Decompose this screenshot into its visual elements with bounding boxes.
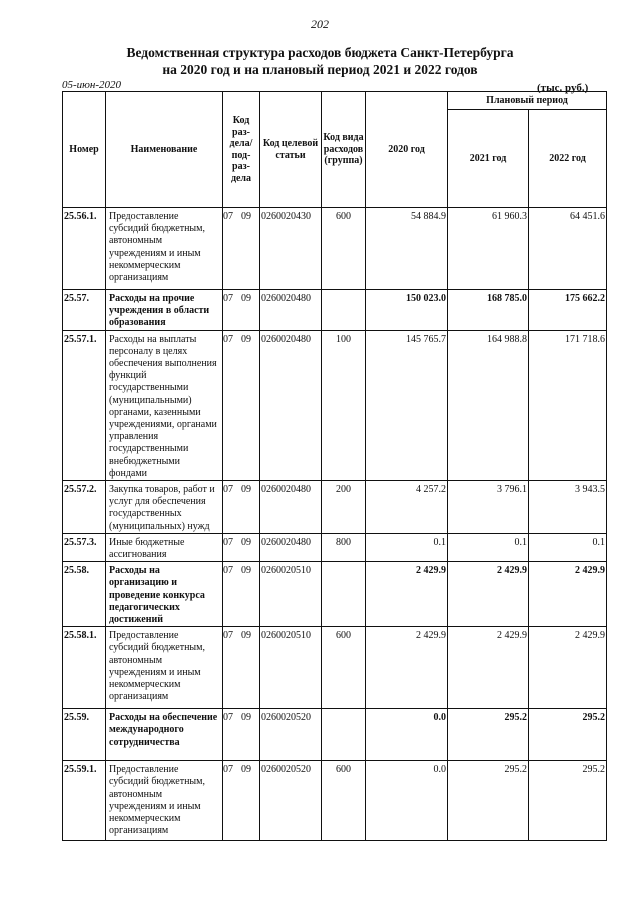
row-value-2021: 3 796.1 [448,481,529,534]
row-target-code: 0260020520 [260,761,322,841]
razdel-value: 07 [223,712,233,724]
table-row [63,562,607,627]
row-value-2021: 2 429.9 [448,562,529,627]
table-row [63,208,607,290]
row-value-2021: 295.2 [448,761,529,841]
row-number: 25.58.1. [63,627,106,709]
row-target-code: 0260020480 [260,533,322,561]
row-value-2021: 295.2 [448,709,529,761]
header-year-2020: 2020 год [366,92,448,208]
podrazdel-value: 09 [241,293,251,304]
razdel-value: 07 [223,630,233,642]
row-expense-type [322,709,366,761]
budget-table [62,91,607,841]
table-row [63,481,607,534]
row-target-code: 0260020510 [260,627,322,709]
row-value-2020: 2 429.9 [366,562,448,627]
row-value-2020: 2 429.9 [366,627,448,709]
header-number: Номер [63,92,106,208]
podrazdel-value: 09 [241,712,251,724]
razdel-value: 07 [223,333,233,345]
row-number: 25.57.2. [63,481,106,534]
razdel-value: 07 [223,565,233,577]
razdel-value: 07 [223,293,233,304]
row-value-2021: 164 988.8 [448,330,529,480]
row-razdel-code [223,709,260,761]
row-value-2020: 150 023.0 [366,290,448,331]
row-expense-type [322,562,366,627]
row-number: 25.57. [63,290,106,331]
row-name: Предоставление субсидий бюджетным, автономным учреждениям и иным некоммерческим организациям [106,627,223,709]
row-target-code: 0260020480 [260,330,322,480]
row-number: 25.59. [63,709,106,761]
podrazdel-value: 09 [241,764,251,776]
row-value-2020: 0.0 [366,761,448,841]
table-row [63,627,607,709]
row-target-code: 0260020480 [260,290,322,331]
header-name: Наименование [106,92,223,208]
table-body [63,208,607,841]
podrazdel-value: 09 [241,211,251,222]
row-razdel-code [223,627,260,709]
header-target-code: Код целевой статьи [260,92,322,208]
table-row [63,290,607,331]
row-value-2022: 64 451.6 [529,208,607,290]
row-razdel-code [223,533,260,561]
row-value-2022: 3 943.5 [529,481,607,534]
row-target-code: 0260020480 [260,481,322,534]
table-header [63,92,607,208]
row-name: Закупка товаров, работ и услуг для обеспечения государственных (муниципальных) нужд [106,481,223,534]
row-expense-type: 100 [322,330,366,480]
row-razdel-code [223,208,260,290]
table-row [63,709,607,761]
row-razdel-code [223,481,260,534]
document-date: 05-июн-2020 [62,79,122,91]
row-name: Расходы на выплаты персоналу в целях обеспечения выполнения функций государственными (муниципальными) органами, казенными учреждениями, органами управления государственными внебюджетными фондами [106,330,223,480]
row-expense-type: 600 [322,627,366,709]
row-name: Предоставление субсидий бюджетным, автономным учреждениям и иным некоммерческим организациям [106,208,223,290]
razdel-value: 07 [223,764,233,776]
row-number: 25.56.1. [63,208,106,290]
row-value-2020: 145 765.7 [366,330,448,480]
title-line-2: на 2020 год и на плановый период 2021 и 2022 годов [162,62,478,77]
row-value-2022: 2 429.9 [529,627,607,709]
row-value-2022: 295.2 [529,761,607,841]
header-year-2021: 2021 год [448,110,529,208]
row-expense-type: 600 [322,761,366,841]
row-name: Расходы на обеспечение международного сотрудничества [106,709,223,761]
row-value-2022: 2 429.9 [529,562,607,627]
row-target-code: 0260020430 [260,208,322,290]
row-value-2021: 168 785.0 [448,290,529,331]
row-razdel-code [223,330,260,480]
podrazdel-value: 09 [241,630,251,642]
units-label: (тыс. руб.) [537,82,589,94]
row-expense-type [322,290,366,331]
row-target-code: 0260020520 [260,709,322,761]
row-target-code: 0260020510 [260,562,322,627]
razdel-value: 07 [223,536,233,548]
row-expense-type: 800 [322,533,366,561]
row-value-2021: 0.1 [448,533,529,561]
row-value-2020: 4 257.2 [366,481,448,534]
row-number: 25.59.1. [63,761,106,841]
page-number: 202 [311,17,329,31]
row-value-2022: 171 718.6 [529,330,607,480]
header-plan-period: Плановый период [448,92,607,110]
row-number: 25.58. [63,562,106,627]
table-row [63,330,607,480]
podrazdel-value: 09 [241,565,251,577]
razdel-value: 07 [223,211,233,222]
row-value-2022: 295.2 [529,709,607,761]
table-row [63,761,607,841]
title-line-1: Ведомственная структура расходов бюджета Санкт-Петербурга [126,45,514,60]
table-row [63,533,607,561]
row-value-2022: 175 662.2 [529,290,607,331]
row-value-2020: 0.1 [366,533,448,561]
row-name: Предоставление субсидий бюджетным, автономным учреждениям и иным некоммерческим организациям [106,761,223,841]
row-expense-type: 600 [322,208,366,290]
row-razdel-code [223,562,260,627]
row-name: Иные бюджетные ассигнования [106,533,223,561]
header-expense-type: Код вида расходов (группа) [322,92,366,208]
row-razdel-code [223,761,260,841]
row-value-2021: 2 429.9 [448,627,529,709]
row-value-2020: 0.0 [366,709,448,761]
document-title [0,44,640,78]
row-expense-type: 200 [322,481,366,534]
razdel-value: 07 [223,484,233,496]
podrazdel-value: 09 [241,333,251,345]
header-year-2022: 2022 год [529,110,607,208]
row-value-2022: 0.1 [529,533,607,561]
row-name: Расходы на организацию и проведение конкурса педагогических достижений [106,562,223,627]
row-value-2021: 61 960.3 [448,208,529,290]
row-value-2020: 54 884.9 [366,208,448,290]
row-number: 25.57.1. [63,330,106,480]
row-razdel-code [223,290,260,331]
podrazdel-value: 09 [241,536,251,548]
row-name: Расходы на прочие учреждения в области образования [106,290,223,331]
podrazdel-value: 09 [241,484,251,496]
row-number: 25.57.3. [63,533,106,561]
header-razdel: Код раз-дела/ под-раз-дела [223,92,260,208]
